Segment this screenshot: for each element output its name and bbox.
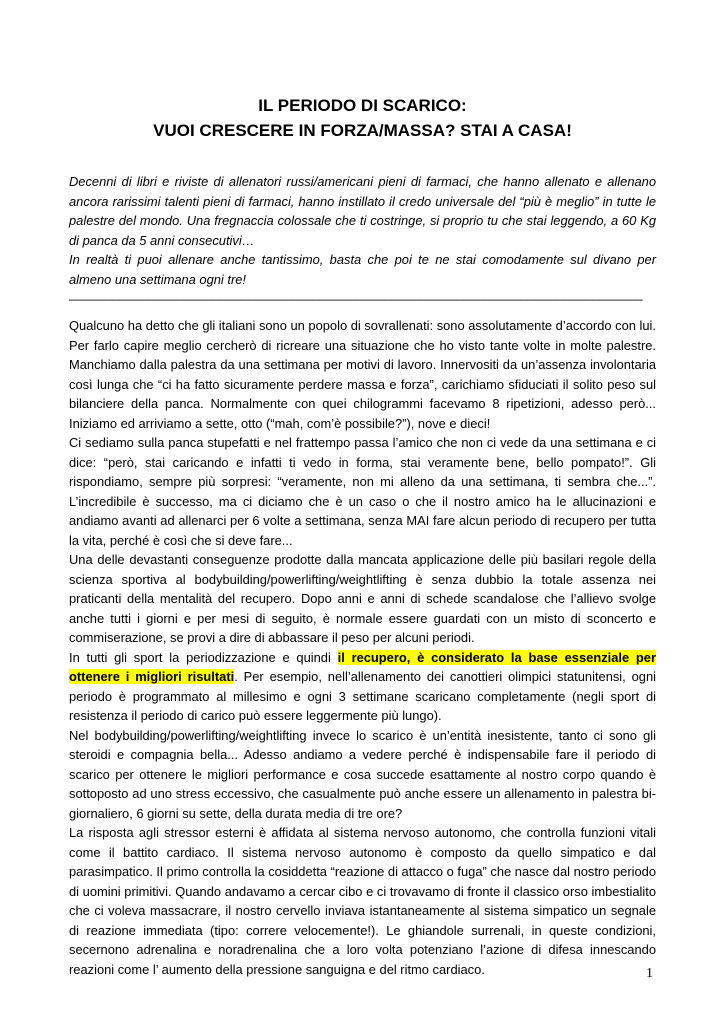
intro-section [69, 172, 656, 289]
body-paragraph-1: Qualcuno ha detto che gli italiani sono un popolo di sovrallenati: sono assolutamente d’accordo con lui. Per farlo capire meglio cercherò di ricreare una situazione che ho visto tante volte in molte palestre. Manchiamo dalla palestra da una settimana per motivi di lavoro. Innervositi da un’assenza involontaria così lunga che “ci ha fatto sicuramente perdere massa e forza”, carichiamo sfiduciati il solito peso sul bilanciere della panca. Normalmente con quei chilogrammi facevamo 8 ripetizioni, adesso però... Iniziamo ed arriviamo a sette, otto (“mah, com’è possibile?”), nove e dieci! [69, 318, 656, 431]
body-paragraph-4 [69, 648, 656, 726]
highlighted-text: il recupero, è considerato la base essenziale per ottenere i migliori risultati [69, 649, 656, 684]
intro-paragraph-2: In realtà ti puoi allenare anche tantissimo, basta che poi te ne stai comodamente sul divano per almeno una settimana ogni tre! [69, 252, 656, 287]
body-paragraph-5: Nel bodybuilding/powerlifting/weightlifting invece lo scarico è un’entità inesistente, tanto ci sono gli steroidi e compagnia bella... Adesso andiamo a vedere perché è indispensabile fare il periodo di scarico per ottenere le migliori performance e cosa succede esattamente al nostro corpo quando è sottoposto ad uno stress eccessivo, che casualmente può anche essere un allenamento in palestra bi-giornaliero, 6 giorni su sette, della durata media di tre ore? [69, 727, 656, 821]
intro-paragraph-1: Decenni di libri e riviste di allenatori russi/americani pieni di farmaci, che hanno allenato e allenano ancora rarissimi talenti pieni di farmaci, hanno instillato il credo universale del “più è meglio” in tutte le palestre del mondo. Una fregnaccia colossale che ti costringe, si proprio tu che stai leggendo, a 60 Kg di panca da 5 anni consecutivi… [69, 174, 656, 248]
body-paragraph-2: Ci sediamo sulla panca stupefatti e nel frattempo passa l’amico che non ci vede da una settimana e ci dice: “però, stai caricando e infatti ti vedo in forma, stai veramente bene, bello pompato!”. Gli rispondiamo, sempre più sorpresi: “veramente, non mi alleno da una settimana, ti sembra che...”. L’incredibile è successo, ma ci diciamo che è un caso o che il nostro amico ha le allucinazioni e andiamo avanti ad allenarci per 6 volte a settimana, senza MAI fare alcun periodo di recupero per tutta la vita, perché è così che si deve fare... [69, 435, 656, 548]
body-paragraph-4-start: In tutti gli sport la periodizzazione e quindi [69, 649, 338, 665]
separator-line: ________________________________________________________________________________ [69, 286, 643, 301]
title-line-2: VUOI CRESCERE IN FORZA/MASSA? STAI A CASA! [153, 121, 572, 140]
page-number: 1 [646, 966, 653, 981]
body-section [69, 316, 656, 979]
body-paragraph-3: Una delle devastanti conseguenze prodotte dalla mancata applicazione delle più basilari regole della scienza sportiva al bodybuilding/powerlifting/weightlifting è senza dubbio la totale assenza nei praticanti della mentalità del recupero. Dopo anni e anni di schede scandalose che l’allievo svolge anche tutti i giorni e per mesi di seguito, è normale essere guardati con un misto di sconcerto e commiserazione, se provi a dire di abbassare il peso per alcuni periodi. [69, 552, 656, 645]
body-paragraph-6: La risposta agli stressor esterni è affidata al sistema nervoso autonomo, che controlla funzioni vitali come il battito cardiaco. Il sistema nervoso autonomo è composto da quello simpatico e dal parasimpatico. Il primo controlla la cosiddetta “reazione di attacco o fuga” che nasce dal nostro periodo di uomini primitivi. Quando andavamo a cercar cibo e ci trovavamo di fronte il classico orso imbestialito che ci voleva massacrare, il nostro cervello inviava istantaneamente al sistema simpatico un segnale di reazione immediata (tipo: correre velocemente!). Le ghiandole surrenali, in queste condizioni, secernono adrenalina e noradrenalina che a loro volta potenziano l’azione di difesa innescando reazioni come l’ aumento della pressione sanguigna e del ritmo cardiaco. [69, 825, 656, 977]
title-line-1: IL PERIODO DI SCARICO: [258, 96, 467, 115]
body-paragraph-4-end: . Per esempio, nell’allenamento dei canottieri olimpici statunitensi, ogni periodo è programmato al millesimo e ogni 3 settimane scaricano completamente (negli sport di resistenza il periodo di carico può essere leggermente più lungo). [69, 669, 657, 723]
